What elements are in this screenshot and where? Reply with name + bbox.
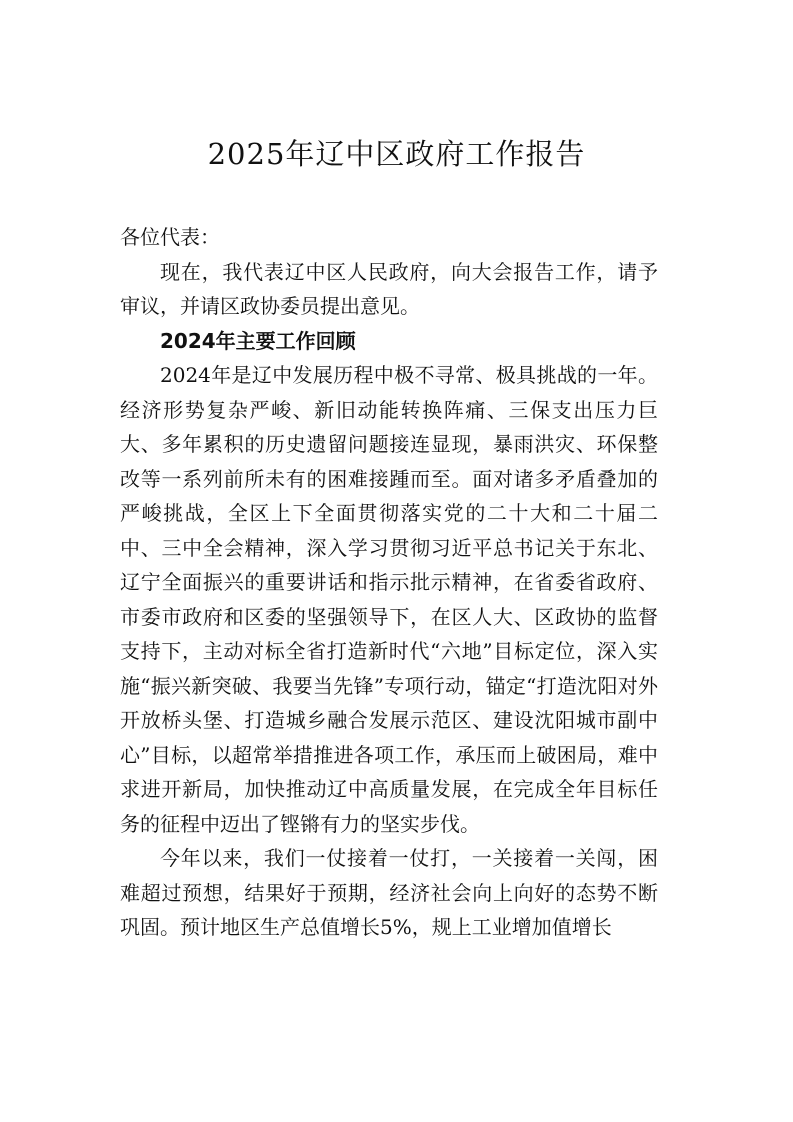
intro-paragraph: 现在，我代表辽中区人民政府，向大会报告工作，请予审议，并请区政协委员提出意见。 — [120, 259, 658, 318]
document-body — [120, 220, 658, 945]
body-paragraph-2: 今年以来，我们一仗接着一仗打，一关接着一关闯，困难超过预想，结果好于预期，经济社会向上向好的态势不断巩固。预计地区生产总值增长5%，规上工业增加值增长 — [120, 846, 658, 939]
section-heading: 2024年主要工作回顾 — [160, 328, 356, 353]
document-title: 2025年辽中区政府工作报告 — [207, 137, 586, 171]
salutation: 各位代表： — [120, 225, 220, 249]
body-paragraph-1: 2024年是辽中发展历程中极不寻常、极具挑战的一年。经济形势复杂严峻、新旧动能转换阵痛、三保支出压力巨大、多年累积的历史遗留问题接连显现，暴雨洪灾、环保整改等一系列前所未有的困难接踵而至。面对诸多矛盾叠加的严峻挑战，全区上下全面贯彻落实党的二十大和二十届二中、三中全会精神，深入学习贯彻习近平总书记关于东北、辽宁全面振兴的重要讲话和指示批示精神，在省委省政府、市委市政府和区委的坚强领导下，在区人大、区政协的监督支持下，主动对标全省打造新时代“六地”目标定位，深入实施“振兴新突破、我要当先锋”专项行动，锚定“打造沈阳对外开放桥头堡、打造城乡融合发展示范区、建设沈阳城市副中心”目标，以超常举措推进各项工作，承压而上破困局，难中求进开新局，加快推动辽中高质量发展，在完成全年目标任务的征程中迈出了铿锵有力的坚实步伐。 — [120, 363, 658, 836]
